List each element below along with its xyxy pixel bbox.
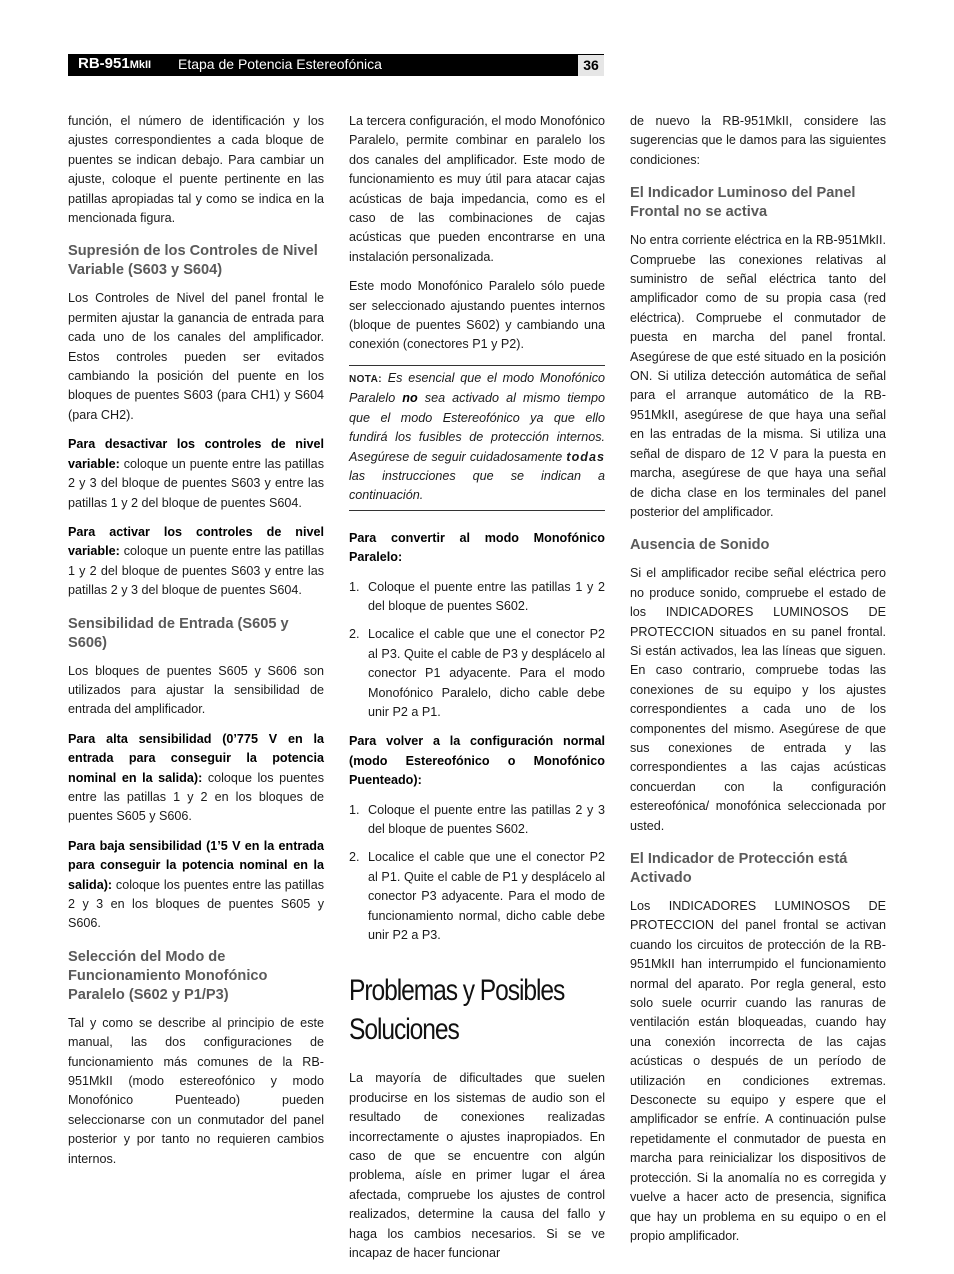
page-header (68, 54, 604, 76)
chapter-title: Problemas y Posibles Soluciones (349, 974, 565, 1047)
paragraph: La mayoría de dificultades que suelen producirse en los sistemas de audio son el resultado de conexiones realizadas incorrectamente o ajustes inapropiados. En caso de que se encuentre con algún problema, aísle en primer lugar el área afectada, compruebe los ajustes de control realizados, determine la causa del fallo y haga los cambios necesarios. Si se ve incapaz de hacer funcionar (349, 1071, 605, 1261)
paragraph: La tercera configuración, el modo Monofónico Paralelo, permite combinar en paralelo los dos canales del amplificador. Este modo de funcionamiento es muy útil para atacar cajas acústicas de baja impedancia, como es el caso de las combinaciones de cajas acústicas que pueden encontrarse en una instalación personalizada. (349, 114, 605, 264)
paragraph: Si el amplificador recibe señal eléctrica pero no produce sonido, compruebe el estado de los INDICADORES LUMINOSOS DE PROTECCION situados en su panel frontal. Si están activados, lea las líneas que siguen. En caso contrario, compruebe todas las conexiones de su equipo y los ajustes correspondientes a cada uno de los componentes del mismo. Asegúrese de que sus conexiones de entrada y las correspondientes a las cajas acústicas concuerdan con la configuración estereofónica/ monofónica seleccionada por usted. (630, 566, 886, 833)
section-heading: El Indicador de Protección está Activado (630, 851, 848, 886)
paragraph: Para baja sensibilidad (1’5 V en la entrada para conseguir la potencia nominal en la salida): coloque los puentes entre las patillas 2 y 3 en los bloques de puentes S605 y S606. (68, 838, 324, 931)
paragraph: Los INDICADORES LUMINOSOS DE PROTECCION del panel frontal se activan cuando los circuitos de protección de la RB-951MkII han interrumpido el funcionamiento normal del aparato. Por regla general, esto solo suele ocurrir cuando las ranuras de ventilación están bloqueadas, cuando hay una conexión incorrecta de las cajas acústicas o después de un período de utilización en condiciones extremas. Desconecte su equipo y espere que el amplificador se enfríe. A continuación pulse repetidamente el conmutador de puesta en marcha para reinicializar los dispositivos de protección. Si la anomalía no es corregida y vuelve a hacer acto de presencia, significa que hay un problema en su equipo o en el propio amplificador. (630, 899, 886, 1243)
section-heading: Supresión de los Controles de Nivel Variable (S603 y S604) (68, 243, 318, 279)
procedure-heading: Para convertir al modo Monofónico Paralelo: (349, 530, 605, 565)
paragraph: de nuevo la RB-951MkII, considere las sugerencias que le damos para las siguientes condiciones: (630, 114, 886, 167)
model-suffix: MkII (129, 59, 152, 71)
page-number: 36 (578, 55, 604, 76)
column-right (630, 112, 886, 1256)
section-heading: El Indicador Luminoso del Panel Frontal no se activa (630, 185, 856, 221)
section-heading: Sensibilidad de Entrada (S605 y S606) (68, 615, 289, 651)
header-subtitle: Etapa de Potencia Estereofónica (178, 56, 382, 72)
note-text: NOTA: Es esencial que el modo Monofónico Paralelo no sea activado al mismo tiempo que el modo Estereofónico ya que ello fundirá los fusibles de protección internos. Asegúrese de seguir cuidadosamente todas las instrucciones que se indican a continuación. (349, 370, 605, 503)
convert-steps (349, 578, 605, 723)
list-item: 1. Coloque el puente entre las patillas 2 y 3 del bloque de puentes S602. (349, 802, 605, 836)
list-item: 2. Localice el cable que une el conector P2 al P3. Quite el cable de P3 y desplácelo al conector P1 adyacente. Para el modo Monofónico Paralelo, dicho cable debe unir P2 a P1. (349, 627, 605, 719)
section-heading: Selección del Modo de Funcionamiento Monofónico Paralelo (S602 y P1/P3) (68, 948, 268, 1003)
paragraph: Para desactivar los controles de nivel variable: coloque un puente entre las patillas 2 y 3 del bloque de puentes S603 y entre las patillas 1 y 2 del bloque de puentes S604. (68, 437, 324, 510)
column-left (68, 112, 324, 1179)
section-heading: Ausencia de Sonido (630, 537, 770, 554)
revert-steps (349, 801, 605, 946)
paragraph: Los Controles de Nivel del panel frontal le permiten ajustar la ganancia de entrada para cada uno de los canales del amplificador. Estos controles pueden ser evitados cambiando la posición del puente en los bloques de puentes S603 (para CH1) y S604 (para CH2). (68, 291, 324, 422)
paragraph: Los bloques de puentes S605 y S606 son utilizados para ajustar la sensibilidad de entrada del amplificador. (68, 663, 324, 717)
paragraph: Tal y como se describe al principio de este manual, las dos configuraciones de funcionamiento más comunes de la RB-951MkII (modo estereofónico y modo Monofónico Puenteado) pueden seleccionarse con un conmutador del panel posterior y por tanto no requieren cambios internos. (68, 1015, 324, 1166)
paragraph: Este modo Monofónico Paralelo sólo puede ser seleccionado ajustando puentes internos (bloque de puentes S602) y cambiando una conexión (conectores P1 y P2). (349, 279, 605, 352)
column-middle (349, 112, 605, 1274)
model-name: RB-951MkII (78, 55, 152, 72)
list-item: 2. Localice el cable que une el conector P2 al P1. Quite el cable de P1 y desplácelo al conector P3 adyacente. Para el modo de funcionamiento normal, dicho cable debe unir P2 a P3. (349, 850, 605, 943)
paragraph: Para alta sensibilidad (0’775 V en la entrada para conseguir la potencia nominal en la salida): coloque los puentes entre las patillas 1 y 2 en los bloques de puentes S605 y S606. (68, 731, 324, 824)
paragraph: No entra corriente eléctrica en la RB-951MkII. Compruebe las conexiones relativas al suministro de señal eléctrica tanto del amplificador como de su propia casa (red eléctrica). Compruebe el conmutador de puesta en marcha del panel frontal. Asegúrese de que esté situado en la posición ON. Si utiliza detección automática de señal para el arranque automático de la RB-951MkII, asegúrese de que haya una señal en las entradas de la misma. Si utiliza una señal de disparo de 12 V para la puesta en marcha, asegúrese de que haya una señal de dicha clase en los terminales del panel posterior del amplificador. (630, 233, 886, 519)
procedure-heading: Para volver a la configuración normal (modo Estereofónico o Monofónico Puenteado): (349, 734, 605, 788)
list-item: 1. Coloque el puente entre las patillas 1 y 2 del bloque de puentes S602. (349, 579, 605, 613)
note-box (349, 365, 605, 511)
paragraph: función, el número de identificación y los ajustes correspondientes a cada bloque de puentes se indican debajo. Para cambiar un ajuste, coloque el puente pertinente en las patillas apropiadas tal y como se indica en la mencionada figura. (68, 114, 324, 226)
paragraph: Para activar los controles de nivel variable: coloque un puente entre las patillas 1 y 2 del bloque de puentes S603 y entre las patillas 2 y 3 del bloque de puentes S604. (68, 524, 324, 598)
